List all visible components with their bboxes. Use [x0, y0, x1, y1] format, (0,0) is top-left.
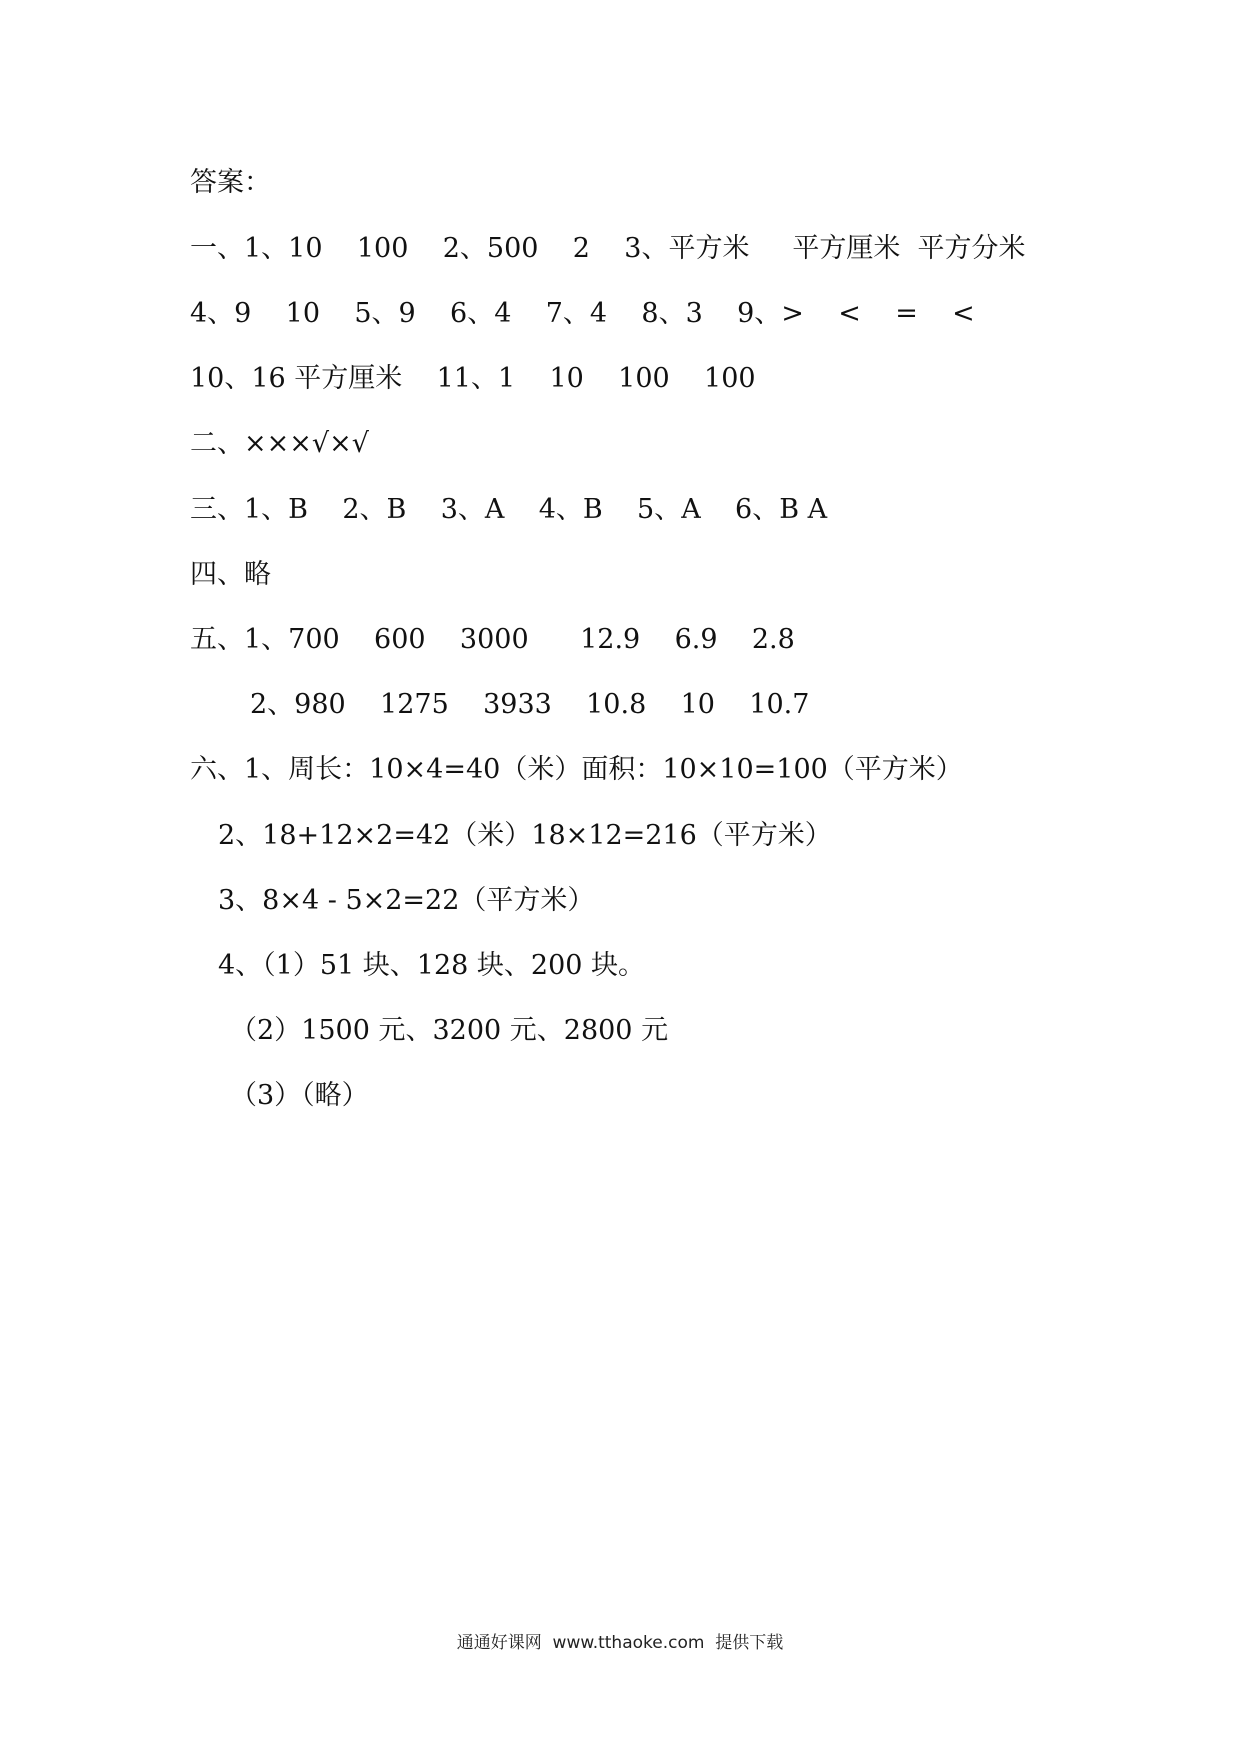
answer-heading: 答案：	[190, 167, 271, 198]
answer-line-3: 10、16 平方厘米 11、1 10 100 100	[190, 363, 756, 394]
answer-line-12: 4、（1）51 块、128 块、200 块。	[218, 950, 646, 981]
answer-line-5: 三、1、B 2、B 3、A 4、B 5、A 6、B A	[190, 494, 828, 525]
answer-line-9: 六、1、周长：10×4=40（米）面积：10×10=100（平方米）	[190, 754, 963, 785]
answer-line-11: 3、8×4 - 5×2=22（平方米）	[218, 885, 595, 916]
answer-line-14: （3）（略）	[230, 1080, 369, 1111]
answer-line-13: （2）1500 元、3200 元、2800 元	[230, 1015, 669, 1046]
answer-line-8: 2、980 1275 3933 10.8 10 10.7	[250, 689, 810, 720]
answer-line-10: 2、18+12×2=42（米）18×12=216（平方米）	[218, 820, 832, 851]
answer-line-7: 五、1、700 600 3000 12.9 6.9 2.8	[190, 624, 795, 655]
answer-line-6: 四、略	[190, 559, 271, 590]
answer-line-2: 4、9 10 5、9 6、4 7、4 8、3 9、> < = <	[190, 298, 975, 329]
page-footer: 通通好课网 www.tthaoke.com 提供下载	[456, 1633, 784, 1653]
answer-line-4: 二、×××√×√	[190, 428, 369, 459]
answer-line-1: 一、1、10 100 2、500 2 3、平方米 平方厘米 平方分米	[190, 233, 1026, 264]
